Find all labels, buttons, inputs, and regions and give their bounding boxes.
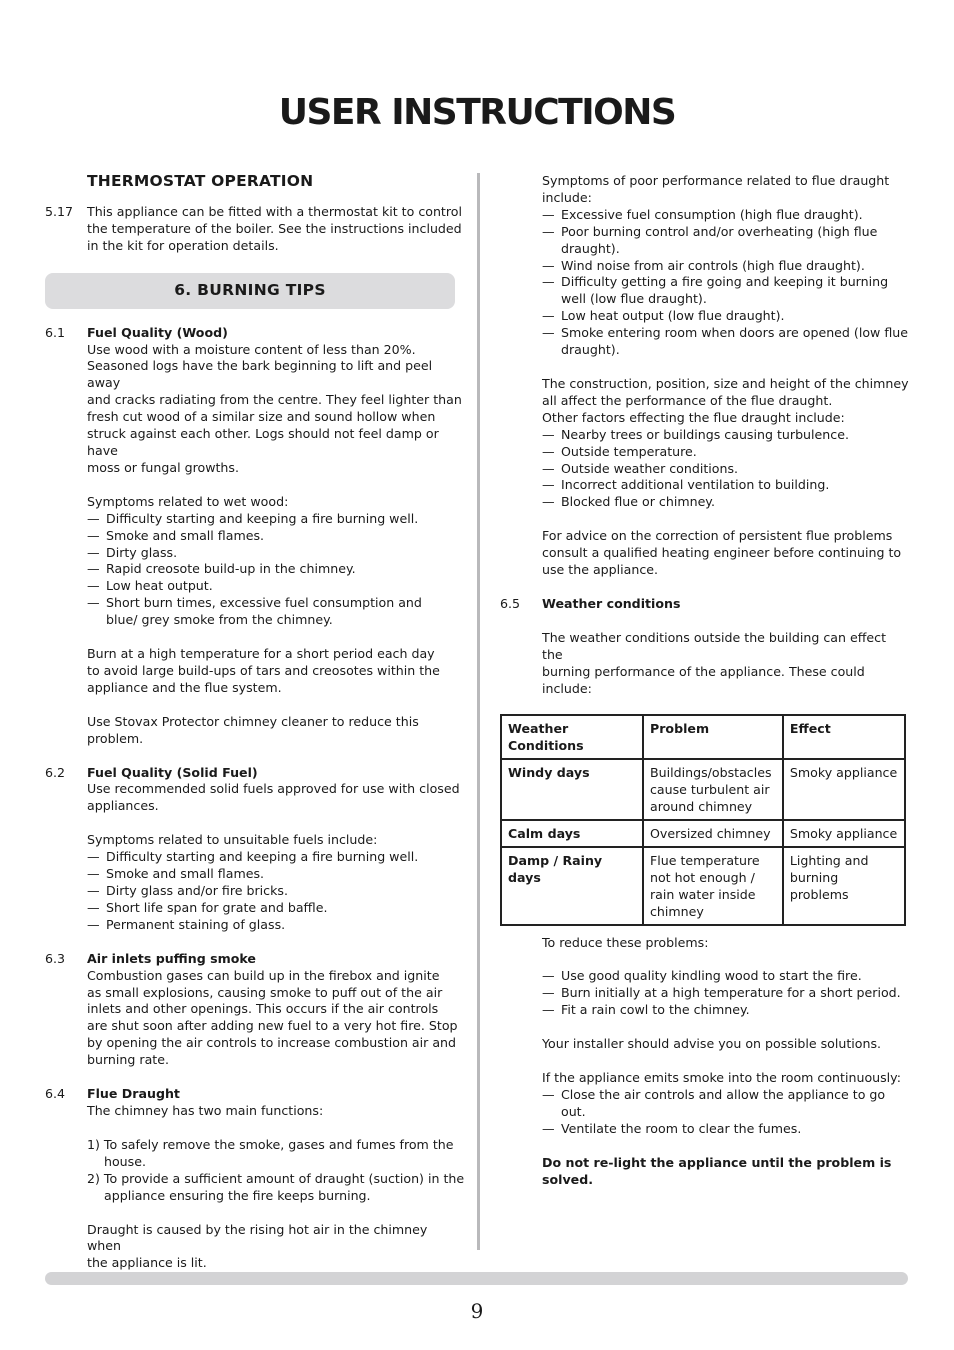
section-heading: Fuel Quality (Solid Fuel)	[87, 764, 258, 780]
paragraph-line: If the appliance emits smoke into the room continuously:	[542, 1070, 901, 1086]
paragraph-line: include:	[542, 189, 592, 205]
list-item: — Blocked flue or chimney.	[542, 494, 910, 511]
table-row	[501, 759, 905, 820]
list-item: — Short life span for grate and baffle.	[87, 900, 465, 917]
table-cell: Damp / Rainy days	[501, 847, 643, 925]
list-item: — Close the air controls and allow the appliance to go out.	[542, 1087, 910, 1121]
list-item: — Smoke and small flames.	[87, 528, 465, 545]
paragraph-line: consult a qualified heating engineer before continuing to	[542, 545, 902, 561]
section-6-3	[45, 951, 465, 1069]
paragraph-line: The construction, position, size and height of the chimney	[542, 375, 909, 391]
numbered-item: 1) To safely remove the smoke, gases and fumes from the house.	[87, 1136, 454, 1169]
page-title: USER INSTRUCTIONS	[278, 92, 676, 133]
list-item: — Smoke entering room when doors are opened (low flue draught).	[542, 325, 910, 359]
right-column	[500, 173, 910, 1189]
table-cell: Buildings/obstacles cause turbulent air around chimney	[643, 759, 783, 820]
list-item: — Poor burning control and/or overheating (high flue draught).	[542, 224, 910, 258]
section-number: 5.17	[45, 203, 74, 219]
list-item: — Dirty glass and/or fire bricks.	[87, 883, 465, 900]
paragraph-line: burning performance of the appliance. These could include:	[542, 663, 865, 696]
list-item: — Excessive fuel consumption (high flue draught).	[542, 207, 910, 224]
table-cell: Flue temperature not hot enough / rain water inside chimney	[643, 847, 783, 925]
paragraph-line: as small explosions, causing smoke to puff out of the air	[87, 984, 443, 1000]
list-item: — Burn initially at a high temperature for a short period.	[542, 985, 910, 1002]
paragraph-line: by opening the air controls to increase combustion air and	[87, 1035, 457, 1051]
list-item: — Dirty glass.	[87, 545, 465, 562]
list-item: — Incorrect additional ventilation to building.	[542, 477, 910, 494]
paragraph-line: appliance and the flue system.	[87, 679, 282, 695]
paragraph-line: burning rate.	[87, 1052, 169, 1068]
section-5-17	[45, 204, 465, 255]
table-cell: Smoky appliance	[783, 759, 905, 820]
paragraph-line: Burn at a high temperature for a short period each day	[87, 646, 435, 662]
paragraph-line: inlets and other openings. This occurs if the air controls	[87, 1001, 439, 1017]
left-column	[45, 173, 465, 1272]
paragraph-line: To reduce these problems:	[542, 934, 709, 950]
paragraph-line: Use recommended solid fuels approved for use with closed	[87, 781, 460, 797]
paragraph-line: Your installer should advise you on possible solutions.	[542, 1036, 882, 1052]
list-item: — Short burn times, excessive fuel consumption and blue/ grey smoke from the chimney.	[87, 595, 446, 629]
paragraph-line: moss or fungal growths.	[87, 459, 239, 475]
paragraph-line: Seasoned logs have the bark beginning to lift and peel away	[87, 358, 433, 391]
section-heading: Air inlets puffing smoke	[87, 950, 256, 966]
paragraph-line: the appliance is lit.	[87, 1255, 207, 1271]
list-item: — Nearby trees or buildings causing turbulence.	[542, 427, 910, 444]
list-item: — Fit a rain cowl to the chimney.	[542, 1002, 910, 1019]
paragraph-line: Use wood with a moisture content of less than 20%.	[87, 341, 416, 357]
paragraph-line: The chimney has two main functions:	[87, 1102, 324, 1118]
list-item: — Permanent staining of glass.	[87, 917, 465, 934]
paragraph-line: For advice on the correction of persistent flue problems	[542, 528, 893, 544]
section-heading: Fuel Quality (Wood)	[87, 324, 228, 340]
list-item: — Use good quality kindling wood to start the fire.	[542, 968, 910, 985]
warning-text: Do not re-light the appliance until the problem is solved.	[542, 1154, 892, 1187]
section-number: 6.5	[500, 595, 521, 611]
paragraph-line: appliances.	[87, 798, 159, 814]
list-item: — Outside weather conditions.	[542, 461, 910, 478]
table-cell: Windy days	[501, 759, 643, 820]
thermostat-line: This appliance can be fitted with a thermostat kit to control	[87, 203, 462, 219]
list-item: — Smoke and small flames.	[87, 866, 465, 883]
paragraph-line: Use Stovax Protector chimney cleaner to reduce this	[87, 713, 419, 729]
section-heading: Weather conditions	[542, 595, 681, 611]
paragraph-line: Combustion gases can build up in the firebox and ignite	[87, 967, 440, 983]
section-number: 6.3	[45, 950, 66, 966]
paragraph-line: Symptoms of poor performance related to flue draught	[542, 173, 890, 188]
symptoms-label: Symptoms related to unsuitable fuels include:	[87, 832, 378, 848]
paragraph-line: struck against each other. Logs should not feel damp or have	[87, 426, 439, 458]
thermostat-heading: THERMOSTAT OPERATION	[87, 172, 314, 190]
list-item: — Difficulty getting a fire going and keeping it burning well (low flue draught).	[542, 274, 910, 308]
table-cell: Calm days	[501, 820, 643, 847]
thermostat-line: the temperature of the boiler. See the instructions included	[87, 220, 462, 236]
section-number: 6.4	[45, 1086, 66, 1102]
paragraph-line: and cracks radiating from the centre. They feel lighter than	[87, 392, 462, 408]
paragraph-line: The weather conditions outside the building can effect the	[542, 629, 887, 662]
page-number: 9	[470, 1299, 484, 1323]
list-item: — Low heat output (low flue draught).	[542, 308, 910, 325]
list-item: — Wind noise from air controls (high flue draught).	[542, 258, 910, 275]
table-header-row	[501, 715, 905, 759]
paragraph-line: are shut soon after adding new fuel to a very hot fire. Stop	[87, 1018, 458, 1034]
table-row	[501, 847, 905, 925]
column-header: Problem	[643, 715, 783, 759]
table-cell: Oversized chimney	[643, 820, 783, 847]
section-6-1	[45, 325, 465, 477]
list-item: — Low heat output.	[87, 578, 465, 595]
section-6-2	[45, 765, 465, 816]
numbered-item: 2) To provide a sufficient amount of draught (suction) in the appliance ensuring the fire keeps burning.	[87, 1170, 465, 1203]
list-item: — Difficulty starting and keeping a fire burning well.	[87, 849, 465, 866]
section-heading: Flue Draught	[87, 1086, 180, 1102]
table-row	[501, 820, 905, 847]
column-divider	[477, 173, 480, 1250]
section-number: 6.1	[45, 324, 66, 340]
thermostat-line: in the kit for operation details.	[87, 237, 279, 253]
paragraph-line: use the appliance.	[542, 562, 659, 578]
paragraph-line: all affect the performance of the flue draught.	[542, 392, 833, 408]
paragraph-line: to avoid large build-ups of tars and creosotes within the	[87, 662, 440, 678]
paragraph-line: Other factors effecting the flue draught include:	[542, 409, 845, 425]
paragraph-line: problem.	[87, 730, 144, 746]
paragraph-line: fresh cut wood of a similar size and sound hollow when	[87, 409, 436, 425]
column-header: Effect	[783, 715, 905, 759]
table-cell: Smoky appliance	[783, 820, 905, 847]
section-number: 6.2	[45, 764, 66, 780]
symptoms-label: Symptoms related to wet wood:	[87, 493, 289, 509]
list-item: — Rapid creosote build-up in the chimney.	[87, 561, 465, 578]
section-6-4	[45, 1086, 465, 1120]
list-item: — Outside temperature.	[542, 444, 910, 461]
list-item: — Difficulty starting and keeping a fire burning well.	[87, 511, 465, 528]
section-6-5	[500, 596, 910, 613]
weather-table	[500, 714, 906, 925]
paragraph-line: Draught is caused by the rising hot air in the chimney when	[87, 1221, 428, 1254]
footer-bar	[45, 1272, 908, 1285]
list-item: — Ventilate the room to clear the fumes.	[542, 1121, 910, 1138]
table-cell: Lighting and burning problems	[783, 847, 905, 925]
column-header: Weather Conditions	[501, 715, 643, 759]
burning-tips-banner: 6. BURNING TIPS	[45, 273, 455, 309]
